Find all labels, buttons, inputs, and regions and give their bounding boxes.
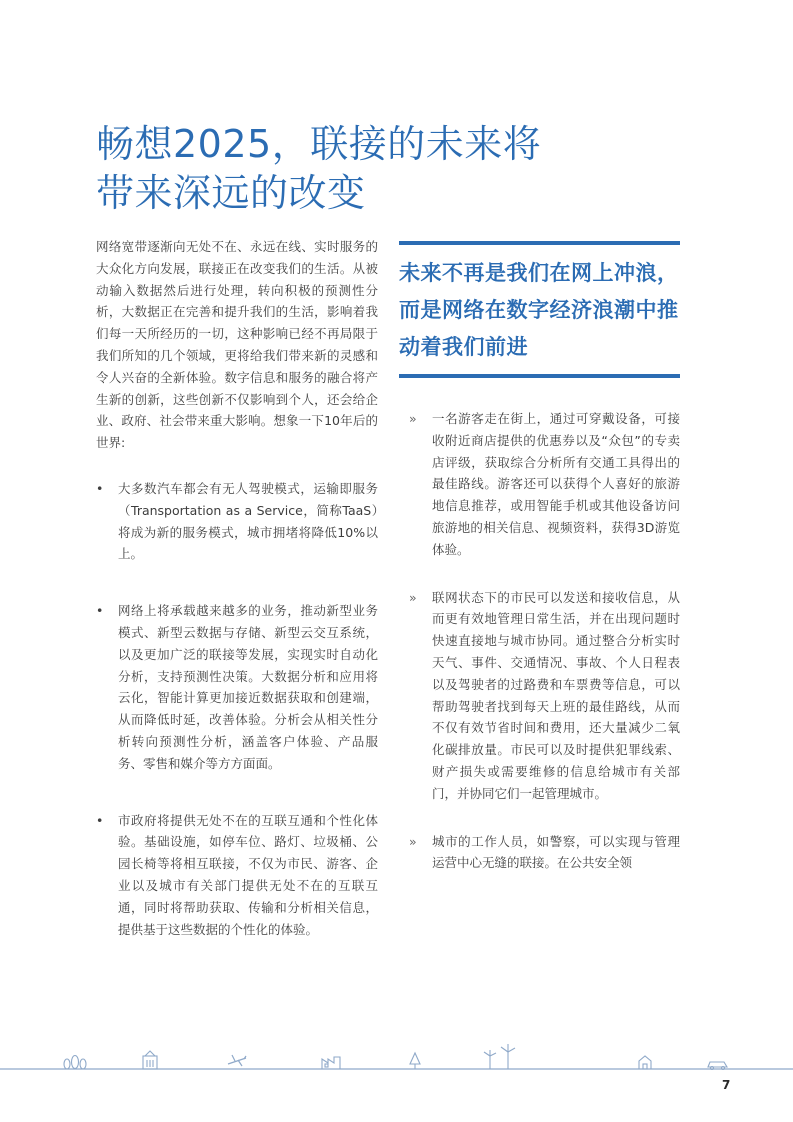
left-bullet-list <box>96 478 378 940</box>
chevron-marker: » <box>409 589 417 605</box>
list-item-text: 大多数汽车都会有无人驾驶模式，运输即服务（Transportation as a Service，简称TaaS）将成为新的服务模式，城市拥堵将降低10%以上。 <box>118 480 378 562</box>
title-line-2: 带来深远的改变 <box>96 171 366 215</box>
chevron-marker: » <box>409 833 417 849</box>
bullet-marker: • <box>96 480 104 496</box>
list-item <box>399 831 680 875</box>
wind-turbine-icon <box>484 1044 515 1069</box>
page-number: 7 <box>722 1078 731 1092</box>
chevron-marker: » <box>409 411 417 426</box>
right-bullet-list <box>399 408 680 874</box>
car-icon <box>708 1062 727 1070</box>
list-item <box>399 587 680 805</box>
list-item <box>399 408 680 561</box>
list-item-text: 城市的工作人员，如警察，可以实现与管理运营中心无缝的联接。在公共安全领 <box>432 833 680 871</box>
pull-quote-bottom-rule <box>399 374 680 378</box>
house-icon <box>639 1056 651 1069</box>
list-item <box>96 600 378 774</box>
bullet-marker: • <box>96 812 104 828</box>
list-item-text: 联网状态下的市民可以发送和接收信息，从而更有效地管理日常生活，并在出现问题时快速直接地与城市协同。通过整合分析实时天气、事件、交通情况、事故、个人日程表以及驾驶者的过路费和车票费等信息，可以帮助驾驶者找到每天上班的最佳路线，从而不仅有效节省时间和费用，还大量减少二氧化碳排放量。市民可以及时提供犯罪线索、财产损失或需要维修的信息给城市有关部门，并协同它们一起管理城市。 <box>432 589 680 801</box>
list-item <box>96 478 378 565</box>
factory-icon <box>322 1057 340 1069</box>
trees-icon <box>64 1056 86 1070</box>
list-item-text: 市政府将提供无处不在的互联互通和个性化体验。基础设施，如停车位、路灯、垃圾桶、公园长椅等将相互联接，不仅为市民、游客、企业以及城市有关部门提供无处不在的互联互通，同时将帮助获取、传输和分析相关信息，提供基于这些数据的个性化的体验。 <box>118 812 378 937</box>
page-title <box>96 120 696 218</box>
pull-quote: 未来不再是我们在网上冲浪，而是网络在数字经济浪潮中推动着我们前进 <box>399 261 679 359</box>
tree-icon <box>410 1053 420 1069</box>
title-line-1: 畅想2025，联接的未来将 <box>96 122 542 166</box>
bullet-marker: • <box>96 603 104 619</box>
list-item <box>96 810 378 941</box>
building-icon <box>143 1051 157 1069</box>
footer-cityscape <box>0 1040 793 1080</box>
right-column <box>399 241 680 874</box>
list-item-text: 网络上将承载越来越多的业务，推动新型业务模式、新型云数据与存储、新型云交互系统，以及更加广泛的联接等发展，实现实时自动化分析，支持预测性决策。大数据分析和应用将云化，智能计算更加接近数据获取和创建端，从而降低时延，改善体验。分析会从相关性分析转向预测性分析，涵盖客户体验、产品服务、零售和媒介等方方面面。 <box>118 603 378 771</box>
airplane-icon <box>228 1055 246 1066</box>
intro-paragraph: 网络宽带逐渐向无处不在、永远在线、实时服务的大众化方向发展，联接正在改变我们的生活。从被动输入数据然后进行处理，转向积极的预测性分析，大数据正在完善和提升我们的生活，影响着我们每一天所经历的一切，这种影响已经不再局限于我们所知的几个领域，更将给我们带来新的灵感和令人兴奋的全新体验。数字信息和服务的融合将产生新的创新，这些创新不仅影响到个人，还会给企业、政府、社会带来重大影响。想象一下10年后的世界: <box>96 239 378 451</box>
left-column <box>96 236 378 940</box>
list-item-text: 一名游客走在街上，通过可穿戴设备，可接收附近商店提供的优惠券以及“众包”的专卖店评级，获取综合分析所有交通工具得出的最佳路线。游客还可以获得个人喜好的旅游地信息推荐，或用智能手机或其他设备访问旅游地的相关信息、视频资料，获得3D游览体验。 <box>432 411 680 557</box>
pull-quote-top-rule <box>399 241 680 245</box>
